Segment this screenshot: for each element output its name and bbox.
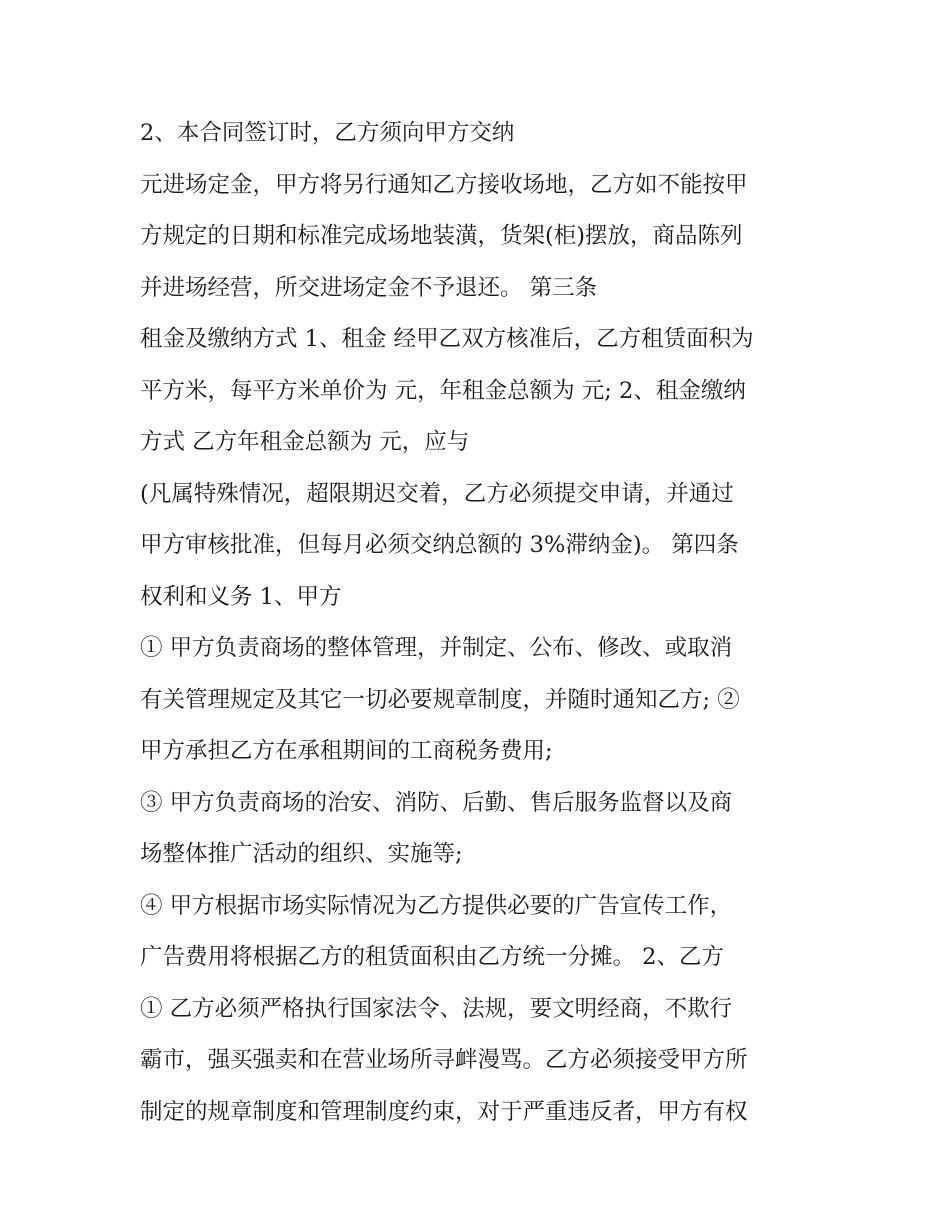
text-line: 甲方承担乙方在承租期间的工商税务费用; [140, 738, 553, 764]
text-line: 租金及缴纳方式 1、租金 经甲乙双方核准后，乙方租赁面积为 [140, 326, 754, 352]
text-line: 制定的规章制度和管理制度约束，对于严重违反者，甲方有权 [140, 1098, 748, 1125]
text-line: 甲方审核批准，但每月必须交纳总额的 3%滞纳金)。 第四条 [140, 532, 739, 558]
text-line: ① 乙方必须严格执行国家法令、法规，要文明经商，不欺行 [140, 995, 733, 1022]
text-line: 权利和义务 1、甲方 [140, 583, 342, 610]
text-line: 平方米，每平方米单价为 元，年租金总额为 元; 2、租金缴纳 [140, 377, 746, 404]
text-line: ③ 甲方负责商场的治安、消防、后勤、售后服务监督以及商 [140, 789, 733, 816]
text-line: 并进场经营，所交进场定金不予退还。 第三条 [140, 274, 598, 301]
text-line: 霸市，强买强卖和在营业场所寻衅漫骂。乙方必须接受甲方所 [140, 1047, 748, 1073]
text-line: 2、本合同签订时，乙方须向甲方交纳 [140, 120, 515, 146]
text-line: 广告费用将根据乙方的租赁面积由乙方统一分摊。 2、乙方 [140, 944, 724, 970]
text-line: (凡属特殊情况，超限期迟交着，乙方必须提交申请，并通过 [140, 480, 734, 507]
text-line: ① 甲方负责商场的整体管理，并制定、公布、修改、或取消 [140, 635, 733, 661]
text-line: 方规定的日期和标准完成场地装潢，货架(柜)摆放，商品陈列 [140, 223, 743, 249]
text-line: 方式 乙方年租金总额为 元，应与 [140, 429, 470, 455]
text-line: 有关管理规定及其它一切必要规章制度，并随时通知乙方; ② [140, 686, 740, 713]
contract-text [140, 108, 820, 1138]
text-line: 元进场定金，甲方将另行通知乙方接收场地，乙方如不能按甲 [140, 171, 748, 198]
text-line: 场整体推广活动的组织、实施等; [140, 841, 463, 867]
text-line: ④ 甲方根据市场实际情况为乙方提供必要的广告宣传工作， [140, 892, 733, 919]
